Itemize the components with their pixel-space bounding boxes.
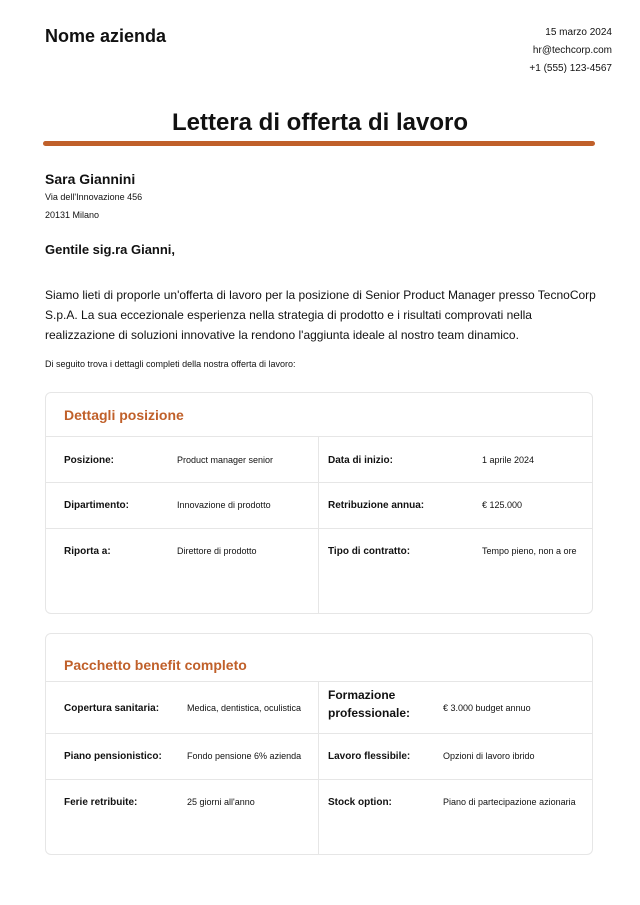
contract-type-value: Tempo pieno, non a ore [482, 546, 577, 556]
pension-plan-value: Fondo pensione 6% azienda [187, 751, 302, 761]
flexible-work-label: Lavoro flessibile: [328, 751, 411, 762]
position-details-title: Dettagli posizione [46, 393, 592, 437]
training-label: Formazione professionale: [328, 688, 411, 720]
reports-to-label: Riporta a: [64, 546, 111, 557]
stock-option-label: Stock option: [328, 797, 392, 808]
pension-plan-label: Piano pensionistico: [64, 751, 162, 762]
letter-greeting: Gentile sig.ra Gianni, [45, 242, 176, 257]
flexible-work-cell [319, 734, 592, 780]
benefits-title: Pacchetto benefit completo [46, 634, 592, 682]
training-value: € 3.000 budget annuo [443, 703, 531, 713]
title-divider [43, 141, 595, 146]
position-cell [46, 437, 319, 483]
recipient-block [45, 170, 142, 224]
recipient-street: Via dell'Innovazione 456 [45, 192, 143, 202]
start-date-label: Data di inizio: [328, 455, 393, 466]
position-details-card [45, 392, 593, 614]
position-label: Posizione: [64, 455, 115, 466]
annual-salary-label: Retribuzione annua: [328, 500, 425, 511]
flexible-work-value: Opzioni di lavoro ibrido [443, 751, 535, 761]
position-details-grid [46, 437, 592, 613]
reports-to-value: Direttore di prodotto [177, 546, 257, 556]
letter-intro-paragraph: Siamo lieti di proporle un'offerta di lavoro per la posizione di Senior Product Manager presso TecnoCorp S.p.A. La sua eccezionale esperienza nella strategia di prodotto e i risultati comprovati nella realizzazione di soluzioni innovative la rendono l'aggiunta ideale al nostro team dinamico. [45, 288, 596, 342]
contract-type-label: Tipo di contratto: [328, 546, 411, 557]
paid-leave-label: Ferie retribuite: [64, 797, 138, 808]
stock-option-value: Piano di partecipazione azionaria [443, 797, 576, 807]
benefits-grid [46, 682, 592, 855]
health-coverage-value: Medica, dentistica, oculistica [187, 703, 302, 713]
department-label: Dipartimento: [64, 500, 129, 511]
paid-leave-cell [46, 780, 319, 855]
company-email: hr@techcorp.com [532, 45, 612, 56]
annual-salary-cell [319, 483, 592, 529]
letter-lead-text: Di seguito trova i dettagli completi della nostra offerta di lavoro: [45, 359, 296, 369]
document-title: Lettera di offerta di lavoro [171, 109, 469, 136]
recipient-city: 20131 Milano [45, 210, 100, 220]
paid-leave-value: 25 giorni all'anno [187, 797, 255, 807]
department-value: Innovazione di prodotto [177, 500, 271, 510]
annual-salary-value: € 125.000 [482, 500, 523, 510]
health-coverage-label: Copertura sanitaria: [64, 703, 160, 714]
recipient-name: Sara Giannini [45, 171, 136, 187]
start-date-value: 1 aprile 2024 [482, 455, 535, 465]
training-cell [319, 682, 592, 734]
pension-plan-cell [46, 734, 319, 780]
contract-type-cell [319, 529, 592, 613]
start-date-cell [319, 437, 592, 483]
company-contact-block [529, 24, 612, 78]
letter-date: 15 marzo 2024 [545, 27, 612, 38]
health-coverage-cell [46, 682, 319, 734]
company-phone: +1 (555) 123-4567 [529, 63, 612, 74]
benefits-card [45, 633, 593, 855]
company-name: Nome azienda [45, 26, 167, 46]
stock-option-cell [319, 780, 592, 855]
reports-to-cell [46, 529, 319, 613]
department-cell [46, 483, 319, 529]
position-value: Product manager senior [177, 455, 274, 465]
